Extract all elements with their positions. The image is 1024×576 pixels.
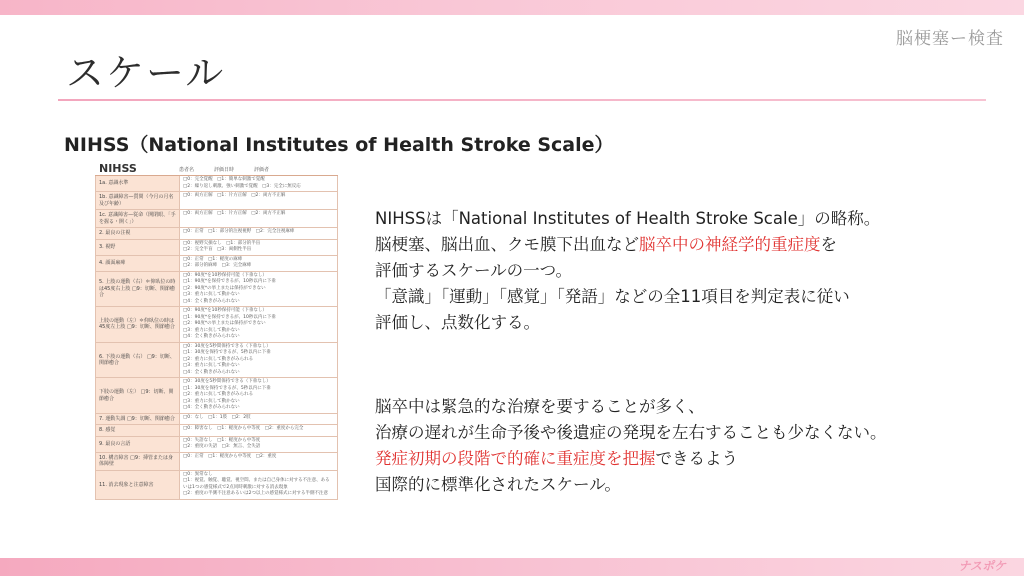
desc1-line2-pre: 脳梗塞、脳出血、クモ膜下出血など [375, 235, 639, 254]
form-row-scores [180, 228, 337, 239]
form-row-item: 1a. 意識水準 [96, 176, 180, 191]
slide-category: 脳梗塞ー検査 [896, 29, 1004, 49]
form-score-option: □0：90度*を10秒保持可能（下垂なし） [183, 272, 267, 278]
desc2-line3-post: できるよう [655, 449, 738, 468]
form-score-option: □2：繰り返し刺激、強い刺激で覚醒 □3：完全に無反応 [183, 183, 301, 189]
form-score-option: □1：30度を保持できるが、5秒以内に下垂 [183, 350, 271, 356]
desc1-line2 [375, 232, 880, 258]
form-score-option: □1：90度*を保持できるが、10秒以内に下垂 [183, 314, 276, 320]
brand-logo: ナスポケ [958, 559, 1006, 573]
form-row-scores [180, 425, 337, 436]
form-row-scores [180, 437, 337, 452]
form-score-option: □2：完全半盲 □3：両側性半盲 [183, 247, 252, 253]
form-field-patient: 患者名 [179, 167, 195, 173]
form-row-scores [180, 272, 337, 307]
form-row-scores [180, 471, 337, 499]
form-row-scores [180, 414, 337, 425]
form-row-item: 11. 消去現象と注意障害 [96, 471, 180, 499]
form-row-item: 2. 最良の注視 [96, 228, 180, 239]
form-score-option: □2：重度の失語 □3：無言、全失語 [183, 444, 261, 450]
section-heading: NIHSS（National Institutes of Health Stroke Scale） [64, 134, 614, 156]
description-paragraph-2 [375, 394, 887, 498]
bottom-accent-bar [0, 558, 1024, 576]
form-header [95, 158, 338, 176]
form-row-scores [180, 192, 337, 209]
form-row-item: 5. 上肢の運動（右）＊仰臥位の時は45度右上肢 □9：切断、関節癒合 [96, 272, 180, 307]
form-score-option: □0：完全覚醒 □1：簡単な刺激で覚醒 [183, 177, 265, 182]
desc2-line4: 国際的に標準化されたスケール。 [375, 475, 621, 494]
desc2-line1: 脳卒中は緊急的な治療を要することが多く、 [375, 397, 705, 416]
desc1-line3: 評価するスケールの一つ。 [375, 261, 573, 280]
form-row-scores [180, 453, 337, 470]
form-row [96, 343, 337, 379]
description-paragraph-1 [375, 206, 880, 336]
form-score-option: □4：全く動きがみられない [183, 405, 240, 411]
form-field-rater: 評価者 [254, 167, 270, 173]
desc2-highlight: 発症初期の段階で的確に重症度を把握 [375, 449, 656, 468]
desc1-line1: NIHSSは「National Institutes of Health Stroke Scale」の略称。 [375, 209, 881, 228]
form-score-option: □2：部分的麻痺 □3：完全麻痺 [183, 263, 252, 269]
form-score-option: □0：異常なし [183, 471, 213, 477]
form-score-option: □2：重力に抗して動きがみられる [183, 356, 254, 362]
form-row-item: 7. 運動失調 □9：切断、関節癒合 [96, 414, 180, 425]
form-row-scores [180, 378, 337, 413]
form-score-option: □3：重力に抗して動かない [183, 398, 240, 404]
form-row [96, 256, 337, 272]
form-field-date: 評価日時 [214, 167, 235, 173]
desc2-line3 [375, 446, 887, 472]
form-row [96, 192, 337, 210]
form-row-item: 8. 感覚 [96, 425, 180, 436]
form-row-item: 上肢の運動（左）＊仰臥位の時は45度左上肢 □9：切断、関節癒合 [96, 307, 180, 342]
form-score-option: □0：正常 □1：軽度の麻痺 [183, 256, 243, 262]
form-row-item: 9. 最良の言語 [96, 437, 180, 452]
form-score-option: □0：失語なし □1：軽度から中等度 [183, 437, 261, 443]
form-score-option: □0：90度*を10秒保持可能（下垂なし） [183, 308, 267, 314]
form-row [96, 425, 337, 437]
form-row [96, 437, 337, 453]
form-row [96, 240, 337, 256]
form-row [96, 307, 337, 343]
form-row-item: 1c. 意識障害—従命（開閉眼、「手を握る・開く」） [96, 210, 180, 227]
form-row [96, 414, 337, 426]
form-table [95, 176, 338, 500]
desc1-line4: 「意識」「運動」「感覚」「発語」などの全11項目を判定表に従い [375, 287, 850, 306]
form-row-item: 6. 下肢の運動（右） □9：切断、関節癒合 [96, 343, 180, 378]
form-score-option: □0：正常 □1：部分的注視視野 □2：完全注視麻痺 [183, 229, 295, 235]
form-row-scores [180, 307, 337, 342]
form-score-option: □2：重力に抗して動きがみられる [183, 392, 254, 398]
form-row-item: 4. 顔面麻痺 [96, 256, 180, 271]
form-row-scores [180, 343, 337, 378]
form-score-option: □3：重力に抗して動かない [183, 363, 240, 369]
form-row-scores [180, 256, 337, 271]
form-score-option: □4：全く動きがみられない [183, 298, 240, 304]
form-row [96, 378, 337, 414]
form-score-option: □0：なし □1：1肢 □2：2肢 [183, 414, 251, 420]
form-score-option: □2：90度*の挙上または保持ができない [183, 321, 266, 327]
form-score-option: □1：90度*を保持できるが、10秒以内に下垂 [183, 279, 276, 285]
form-row [96, 272, 337, 308]
form-score-option: □0：視野欠損なし □1：部分的半盲 [183, 240, 261, 246]
form-score-option: □3：重力に抗して動かない [183, 327, 240, 333]
top-accent-bar [0, 0, 1024, 15]
form-score-option: □3：重力に抗して動かない [183, 292, 240, 298]
form-row-item: 下肢の運動（左） □9：切断、関節癒合 [96, 378, 180, 413]
form-score-option: □0：障害なし □1：軽度から中等度 □2：重度から完全 [183, 426, 304, 432]
form-score-option: □4：全く動きがみられない [183, 334, 240, 340]
form-row-scores [180, 176, 337, 191]
page-title: スケール [66, 51, 226, 95]
form-title: NIHSS [99, 162, 137, 175]
form-score-option: □0：30度を5秒間保持できる（下垂なし） [183, 379, 271, 385]
desc1-line2-post: を [820, 235, 837, 254]
form-row [96, 176, 337, 192]
desc2-line2: 治療の遅れが生命予後や後遺症の発現を左右することも少なくない。 [375, 423, 887, 442]
form-row-scores [180, 240, 337, 255]
form-score-option: □0：30度を5秒間保持できる（下垂なし） [183, 343, 271, 349]
nihss-form-image [95, 158, 338, 548]
form-row-scores [180, 210, 337, 227]
desc1-line5: 評価し、点数化する。 [375, 313, 540, 332]
form-row-item: 1b. 意識障害—質問（今月の月名及び年齢） [96, 192, 180, 209]
form-score-option: □1：視覚、触覚、聴覚、視空間、または自己身体に対する不注意、あるいは1つの感覚様式で2点同時刺激に対する消去現象 [183, 478, 330, 490]
form-score-option: □1：30度を保持できるが、5秒以内に下垂 [183, 385, 271, 391]
form-row [96, 210, 337, 228]
form-score-option: □0：両方正解 □1：片方正解 □2：両方不正解 [183, 211, 286, 217]
form-row-item: 10. 構音障害 □9：挿管または身体障壁 [96, 453, 180, 470]
form-score-option: □4：全く動きがみられない [183, 369, 240, 375]
form-row [96, 228, 337, 240]
title-underline [58, 99, 986, 101]
form-score-option: □2：重度の半側不注意あるいは2つ以上の感覚様式に対する半側不注意 [183, 491, 328, 497]
form-score-option: □0：両方正解 □1：片方正解 □2：両方不正解 [183, 193, 286, 199]
form-score-option: □0：正常 □1：軽度から中等度 □2：重度 [183, 453, 277, 459]
desc1-highlight: 脳卒中の神経学的重症度 [639, 235, 821, 254]
form-score-option: □2：90度*の挙上または保持ができない [183, 285, 266, 291]
form-row-item: 3. 視野 [96, 240, 180, 255]
form-row [96, 471, 337, 500]
form-row [96, 453, 337, 471]
